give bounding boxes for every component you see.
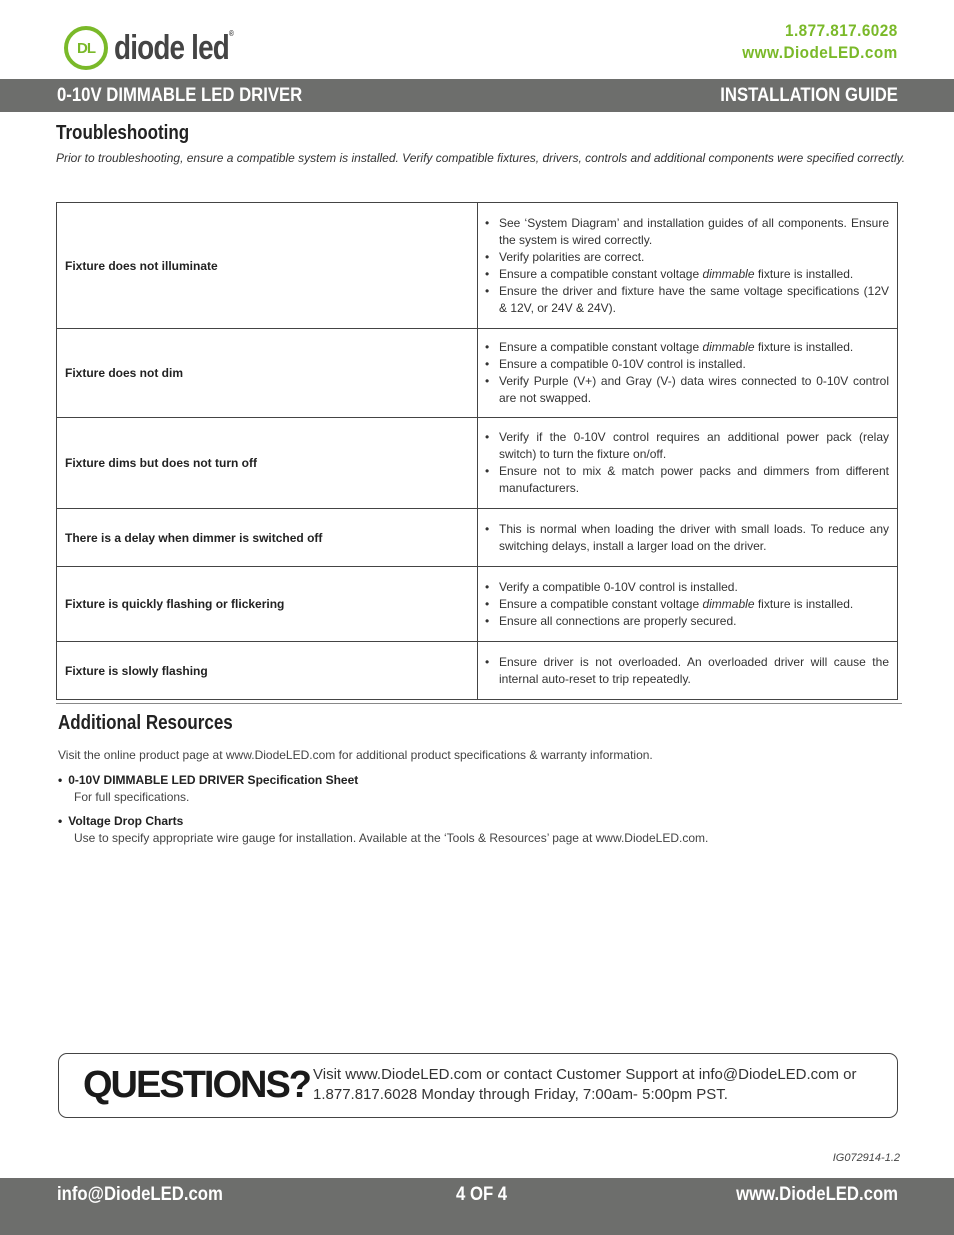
fix-text: Ensure a compatible constant voltage (499, 596, 703, 611)
fix-text-tail: fixture is installed. (754, 266, 854, 281)
diode-led-logo[interactable] (64, 26, 259, 70)
table-row (57, 329, 898, 418)
fix-text: Verify a compatible 0-10V control is installed. (499, 579, 738, 594)
fix-text: Ensure a compatible constant voltage (499, 266, 703, 281)
fix-item (484, 373, 889, 407)
fix-list (484, 579, 889, 630)
fix-list (484, 215, 889, 317)
fix-text: See ‘System Diagram’ and installation guides of all components. Ensure the system is wired correctly. (499, 215, 889, 247)
fix-cell (478, 509, 898, 567)
questions-heading: QUESTIONS? (83, 1064, 311, 1106)
questions-message: Visit www.DiodeLED.com or contact Customer Support at info@DiodeLED.com or 1.877.817.6028 Monday through Friday, 7:00am- 5:00pm PST. (313, 1066, 857, 1103)
fix-item (484, 339, 889, 356)
footer-email[interactable]: info@DiodeLED.com (57, 1184, 223, 1205)
fix-text: Verify polarities are correct. (499, 249, 645, 264)
issue-cell: Fixture does not dim (57, 329, 478, 418)
table-row (57, 642, 898, 700)
issue-cell: Fixture dims but does not turn off (57, 418, 478, 509)
header-phone[interactable]: 1.877.817.6028 (785, 21, 898, 40)
registered-mark: ® (228, 28, 234, 38)
document-id: IG072914-1.2 (832, 1152, 900, 1164)
fix-text: Ensure a compatible constant voltage (499, 340, 703, 354)
fix-item (484, 356, 889, 373)
issue-cell: There is a delay when dimmer is switched off (57, 509, 478, 567)
logo-badge-icon (64, 26, 108, 70)
fix-list (484, 429, 889, 497)
fix-cell (478, 567, 898, 642)
product-name: 0-10V DIMMABLE LED DRIVER (57, 85, 303, 106)
troubleshooting-title: Troubleshooting (56, 122, 190, 144)
table-row (57, 509, 898, 567)
issue-cell: Fixture is quickly flashing or flickering (57, 567, 478, 642)
fix-text: This is normal when loading the driver with small loads. To reduce any switching delays, install a larger load on the driver. (499, 521, 889, 553)
fix-text-tail: fixture is installed. (754, 340, 854, 354)
resource-item-title: • 0-10V DIMMABLE LED DRIVER Specification Sheet (58, 772, 358, 789)
fix-emphasis: dimmable (702, 340, 755, 354)
fix-emphasis: dimmable (702, 596, 755, 611)
resources-intro: Visit the online product page at www.DiodeLED.com for additional product specifications & warranty information. (58, 748, 653, 762)
fix-item (484, 463, 889, 497)
resources-title: Additional Resources (58, 712, 233, 734)
fix-text: Ensure not to mix & match power packs and dimmers from different manufacturers. (499, 464, 889, 495)
section-divider (56, 703, 902, 704)
troubleshooting-table (56, 202, 898, 700)
troubleshooting-intro: Prior to troubleshooting, ensure a compatible system is installed. Verify compatible fixtures, drivers, controls and additional components were specified correctly. (56, 151, 906, 165)
fix-item (484, 429, 889, 463)
fix-list (484, 521, 889, 555)
fix-text: Verify Purple (V+) and Gray (V-) data wires connected to 0-10V control are not swapped. (499, 374, 889, 405)
page-number: 4 OF 4 (456, 1184, 508, 1205)
resource-item-desc: For full specifications. (74, 790, 190, 804)
footer-website[interactable]: www.DiodeLED.com (736, 1184, 898, 1205)
fix-text: Ensure all connections are properly secured. (499, 613, 737, 628)
table-row (57, 203, 898, 329)
footer-band (0, 1178, 954, 1235)
fix-item (484, 521, 889, 555)
header-contact (743, 20, 898, 64)
fix-list (484, 339, 889, 407)
fix-text: Verify if the 0-10V control requires an additional power pack (relay switch) to turn the fixture on/off. (499, 430, 889, 461)
fix-cell (478, 203, 898, 329)
logo-wordmark: diode led (114, 28, 229, 67)
resource-item (58, 772, 358, 806)
fix-item (484, 596, 889, 613)
page-header (0, 0, 954, 79)
logo-text (114, 29, 233, 68)
title-band (0, 79, 954, 112)
fix-text-tail: fixture is installed. (754, 596, 854, 611)
fix-cell (478, 642, 898, 700)
fix-cell (478, 418, 898, 509)
fix-item (484, 613, 889, 630)
resource-item-desc: Use to specify appropriate wire gauge for installation. Available at the ‘Tools & Resources’ page at www.DiodeLED.com. (74, 831, 709, 845)
issue-cell: Fixture does not illuminate (57, 203, 478, 329)
fix-text: Ensure driver is not overloaded. An overloaded driver will cause the internal auto-reset to trip repeatedly. (499, 654, 889, 686)
logo-mark: DL (77, 39, 95, 57)
table-row (57, 418, 898, 509)
questions-box (58, 1053, 898, 1118)
fix-item (484, 215, 889, 249)
fix-emphasis: dimmable (702, 266, 755, 281)
fix-item (484, 266, 889, 283)
issue-cell: Fixture is slowly flashing (57, 642, 478, 700)
fix-text: Ensure a compatible 0-10V control is installed. (499, 357, 746, 371)
fix-item (484, 654, 889, 688)
fix-list (484, 654, 889, 688)
fix-item (484, 283, 889, 317)
fix-item (484, 249, 889, 266)
fix-item (484, 579, 889, 596)
table-row (57, 567, 898, 642)
document-type: INSTALLATION GUIDE (720, 85, 898, 106)
fix-text: Ensure the driver and fixture have the same voltage specifications (12V & 12V, or 24V & 24V). (499, 283, 889, 315)
header-website[interactable]: www.DiodeLED.com (742, 43, 898, 62)
resource-item (58, 813, 708, 847)
resource-item-title: • Voltage Drop Charts (58, 813, 708, 830)
fix-cell (478, 329, 898, 418)
